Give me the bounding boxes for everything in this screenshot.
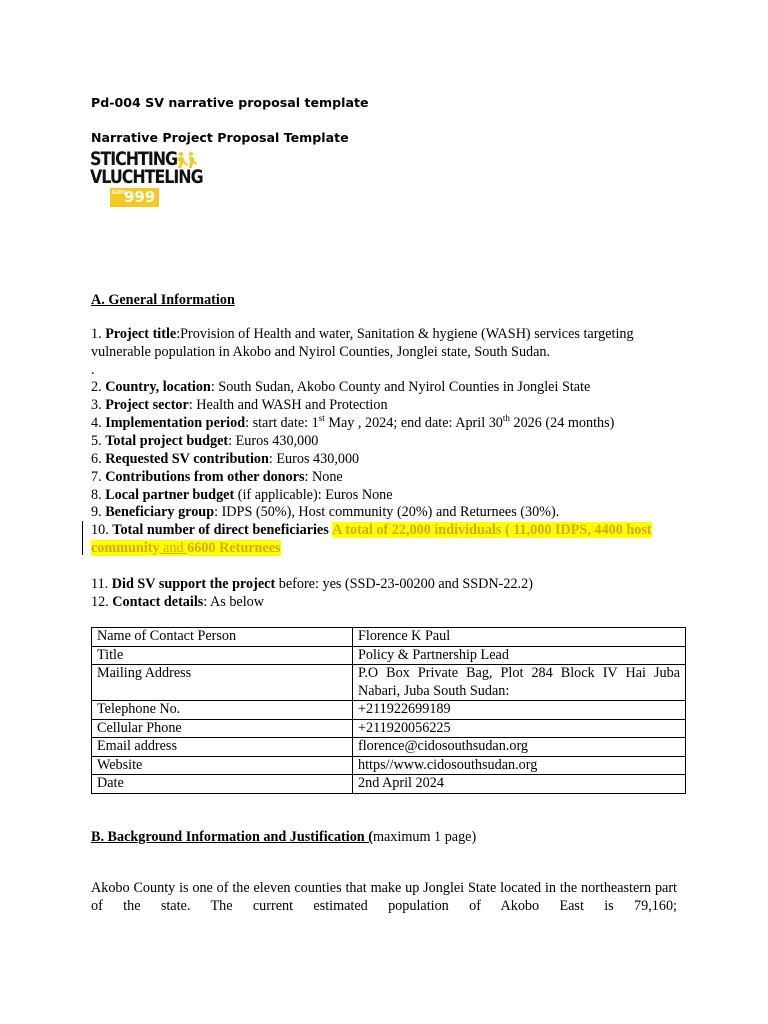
ordinal-suffix: th [502,413,510,423]
table-row [92,756,686,775]
item-label: Total project budget [105,433,229,449]
item-total-budget [91,432,318,450]
field-label: Date [92,775,353,794]
item-beneficiary-group [91,503,559,521]
item-local-partner-budget [91,486,393,504]
item-contact-details [91,593,264,611]
item-number: 6. [91,451,106,467]
section-b-title: B. Background Information and Justification ( [91,829,373,845]
item-label: Beneficiary group [105,504,215,520]
badge-number: 999 [124,188,156,206]
item-value: : start date: 1 [245,415,319,431]
item-project-title [91,325,691,379]
item-number: 3. [91,397,106,413]
item-value: : South Sudan, Akobo County and Nyirol Counties in Jonglei State [210,379,591,395]
item-number: 12. [91,594,113,610]
field-value: https//www.cidosouthsudan.org [353,756,686,775]
highlighted-and: and [159,540,188,556]
stichting-vluchteling-logo [89,150,205,210]
item-value: : As below [203,594,265,610]
item-number: 2. [91,379,106,395]
field-value: +211922699189 [353,701,686,720]
table-row [92,719,686,738]
item-value: : None [304,469,343,485]
item-label: Contributions from other donors [105,469,305,485]
table-row [92,628,686,647]
item-value: : Euros 430,000 [268,451,360,467]
document-code-title: Pd-004 SV narrative proposal template [91,95,369,110]
item-country-location [91,378,590,396]
contact-details-table [91,627,686,794]
revision-bar [82,521,83,555]
field-value: Policy & Partnership Lead [353,646,686,665]
item-value: :Provision of Health and water, Sanitation & hygiene (WASH) services targeting vulnerable population in Akobo and Nyirol Counties, Jonglei state, South Sudan. [91,326,634,360]
field-label: Name of Contact Person [92,628,353,647]
item-value: May , 2024; end date: April 30 [324,415,503,431]
item-label: Requested SV contribution [105,451,269,467]
background-paragraph: Akobo County is one of the eleven counties that make up Jonglei State located in the northeastern part of the state. The current estimated population of Akobo East is 79,160; [91,880,677,914]
highlighted-beneficiary-total: A total of 22,000 individuals ( 11,000 IDPS, 4400 host community [91,522,652,556]
item-sv-support [91,575,533,593]
section-a-heading: A. General Information [91,292,235,308]
table-row [92,646,686,665]
section-b-heading [91,828,476,846]
item-number: 5. [91,433,106,449]
giro-999-badge [110,188,159,207]
item-label: Implementation period [105,415,246,431]
field-value: Florence K Paul [353,628,686,647]
item-label: Country, location [105,379,211,395]
item-value: 2026 (24 months) [509,415,615,431]
item-number: 11. [91,576,112,592]
template-title: Narrative Project Proposal Template [91,130,349,145]
ordinal-suffix: st [318,413,325,423]
logo-line-1: STICHTING [90,149,178,170]
item-label: Project title [105,326,177,342]
item-value: before: yes (SSD-23-00200 and SSDN-22.2) [275,576,533,592]
item-label: Did SV support the project [111,576,276,592]
item-number: 9. [91,504,106,520]
item-other-donors [91,468,343,486]
field-value: florence@cidosouthsudan.org [353,738,686,757]
item-label: Local partner budget [105,487,235,503]
item-number: 10. [91,522,113,538]
item-implementation-period [91,414,614,432]
item-label: Total number of direct beneficiaries [112,522,329,538]
logo-line-2: VLUCHTELING [90,167,203,188]
badge-small-text: GIRO [112,190,127,196]
item-value: (if applicable): Euros None [234,487,393,503]
item-label: Contact details [112,594,204,610]
item-value: : Euros 430,000 [228,433,319,449]
item-number: 7. [91,469,106,485]
item-number: 1. [91,326,106,342]
item-requested-contribution [91,450,359,468]
stray-period: . [91,362,95,378]
field-value: 2nd April 2024 [353,775,686,794]
field-value: P.O Box Private Bag, Plot 284 Block IV Hai Juba Nabari, Juba South Sudan: [353,665,686,701]
field-label: Website [92,756,353,775]
item-value: : IDPS (50%), Host community (20%) and Returnees (30%). [214,504,560,520]
item-label: Project sector [105,397,189,413]
item-value: : Health and WASH and Protection [188,397,388,413]
field-value: +211920056225 [353,719,686,738]
table-row [92,775,686,794]
item-number: 4. [91,415,106,431]
field-label: Email address [92,738,353,757]
table-row [92,665,686,701]
field-label: Cellular Phone [92,719,353,738]
item-number: 8. [91,487,106,503]
item-total-beneficiaries [91,521,681,557]
field-label: Mailing Address [92,665,353,701]
field-label: Telephone No. [92,701,353,720]
item-project-sector [91,396,388,414]
highlighted-returnees: 6600 Returnees [187,540,281,556]
table-row [92,701,686,720]
field-label: Title [92,646,353,665]
section-b-note: maximum 1 page) [372,829,477,845]
table-row [92,738,686,757]
